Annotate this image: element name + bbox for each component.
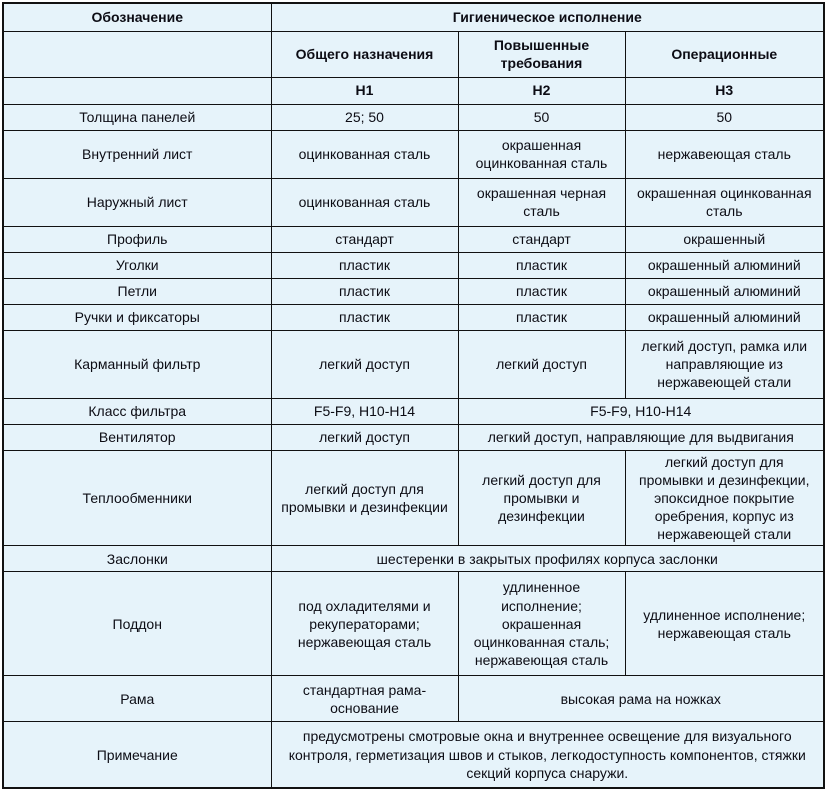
value-cell: 50 xyxy=(458,104,625,130)
value-cell: окрашенный алюминий xyxy=(625,278,824,304)
value-cell: 25; 50 xyxy=(271,104,458,130)
row-label: Наружный лист xyxy=(3,178,271,226)
value-cell: F5-F9, H10-H14 xyxy=(458,398,824,424)
code-header: Н3 xyxy=(625,77,824,104)
table-body xyxy=(3,104,824,788)
designation-spacer-cell xyxy=(3,31,271,77)
designation-header: Обозначение xyxy=(3,3,271,31)
value-cell: под охладителями и рекуператорами; нержавеющая сталь xyxy=(271,572,458,676)
row-label: Поддон xyxy=(3,572,271,676)
value-cell: пластик xyxy=(271,278,458,304)
value-cell: пластик xyxy=(458,304,625,330)
code-header: Н2 xyxy=(458,77,625,104)
value-cell: стандарт xyxy=(271,226,458,252)
value-cell: нержавеющая сталь xyxy=(625,130,824,178)
row-label: Петли xyxy=(3,278,271,304)
row-label: Примечание xyxy=(3,722,271,788)
value-cell: легкий доступ xyxy=(271,424,458,450)
value-cell: удлиненное исполнение; нержавеющая сталь xyxy=(625,572,824,676)
hygienic-version-spec-table xyxy=(2,2,825,789)
value-cell: окрашенный алюминий xyxy=(625,252,824,278)
row-label: Карманный фильтр xyxy=(3,330,271,398)
header-row-codes xyxy=(3,77,824,104)
row-label: Рама xyxy=(3,676,271,722)
value-cell: окрашенная черная сталь xyxy=(458,178,625,226)
table-row xyxy=(3,178,824,226)
table-row xyxy=(3,676,824,722)
value-cell: окрашенная оцинкованная сталь xyxy=(625,178,824,226)
value-cell: легкий доступ xyxy=(458,330,625,398)
row-label: Профиль xyxy=(3,226,271,252)
value-cell: высокая рама на ножках xyxy=(458,676,824,722)
table-row xyxy=(3,330,824,398)
table-row xyxy=(3,130,824,178)
table-row xyxy=(3,104,824,130)
variant-header: Общего назначения xyxy=(271,31,458,77)
table-row xyxy=(3,304,824,330)
value-cell: окрашенный xyxy=(625,226,824,252)
value-cell: стандарт xyxy=(458,226,625,252)
header-row-group xyxy=(3,3,824,31)
table-row xyxy=(3,252,824,278)
value-cell: F5-F9, H10-H14 xyxy=(271,398,458,424)
row-label: Вентилятор xyxy=(3,424,271,450)
table-row xyxy=(3,572,824,676)
row-label: Ручки и фиксаторы xyxy=(3,304,271,330)
value-cell: оцинкованная сталь xyxy=(271,130,458,178)
value-cell: пластик xyxy=(458,252,625,278)
group-header: Гигиеническое исполнение xyxy=(271,3,824,31)
value-cell: легкий доступ, рамка или направляющие из нержавеющей стали xyxy=(625,330,824,398)
value-cell: пластик xyxy=(271,252,458,278)
value-cell: предусмотрены смотровые окна и внутреннее освещение для визуального контроля, герметизация швов и стыков, легкодоступность компонентов, стяжки секций корпуса снаружи. xyxy=(271,722,824,788)
row-label: Класс фильтра xyxy=(3,398,271,424)
header-row-variants xyxy=(3,31,824,77)
value-cell: шестеренки в закрытых профилях корпуса заслонки xyxy=(271,546,824,572)
designation-spacer-cell xyxy=(3,77,271,104)
value-cell: пластик xyxy=(271,304,458,330)
variant-header: Операционные xyxy=(625,31,824,77)
value-cell: пластик xyxy=(458,278,625,304)
value-cell: 50 xyxy=(625,104,824,130)
table-row xyxy=(3,424,824,450)
table-row xyxy=(3,450,824,546)
table-row xyxy=(3,226,824,252)
row-label: Теплообменники xyxy=(3,450,271,546)
row-label: Заслонки xyxy=(3,546,271,572)
table-row xyxy=(3,398,824,424)
row-label: Толщина панелей xyxy=(3,104,271,130)
value-cell: окрашенный алюминий xyxy=(625,304,824,330)
value-cell: легкий доступ xyxy=(271,330,458,398)
value-cell: легкий доступ для промывки и дезинфекции, эпоксидное покрытие оребрения, корпус из нержавеющей стали xyxy=(625,450,824,546)
value-cell: удлиненное исполнение; окрашенная оцинкованная сталь; нержавеющая сталь xyxy=(458,572,625,676)
value-cell: легкий доступ, направляющие для выдвигания xyxy=(458,424,824,450)
table-row xyxy=(3,278,824,304)
variant-header: Повышенные требования xyxy=(458,31,625,77)
value-cell: легкий доступ для промывки и дезинфекции xyxy=(458,450,625,546)
value-cell: легкий доступ для промывки и дезинфекции xyxy=(271,450,458,546)
value-cell: стандартная рама-основание xyxy=(271,676,458,722)
row-label: Внутренний лист xyxy=(3,130,271,178)
value-cell: оцинкованная сталь xyxy=(271,178,458,226)
value-cell: окрашенная оцинкованная сталь xyxy=(458,130,625,178)
table-header xyxy=(3,3,824,104)
row-label: Уголки xyxy=(3,252,271,278)
code-header: Н1 xyxy=(271,77,458,104)
table-row xyxy=(3,722,824,788)
table-row xyxy=(3,546,824,572)
